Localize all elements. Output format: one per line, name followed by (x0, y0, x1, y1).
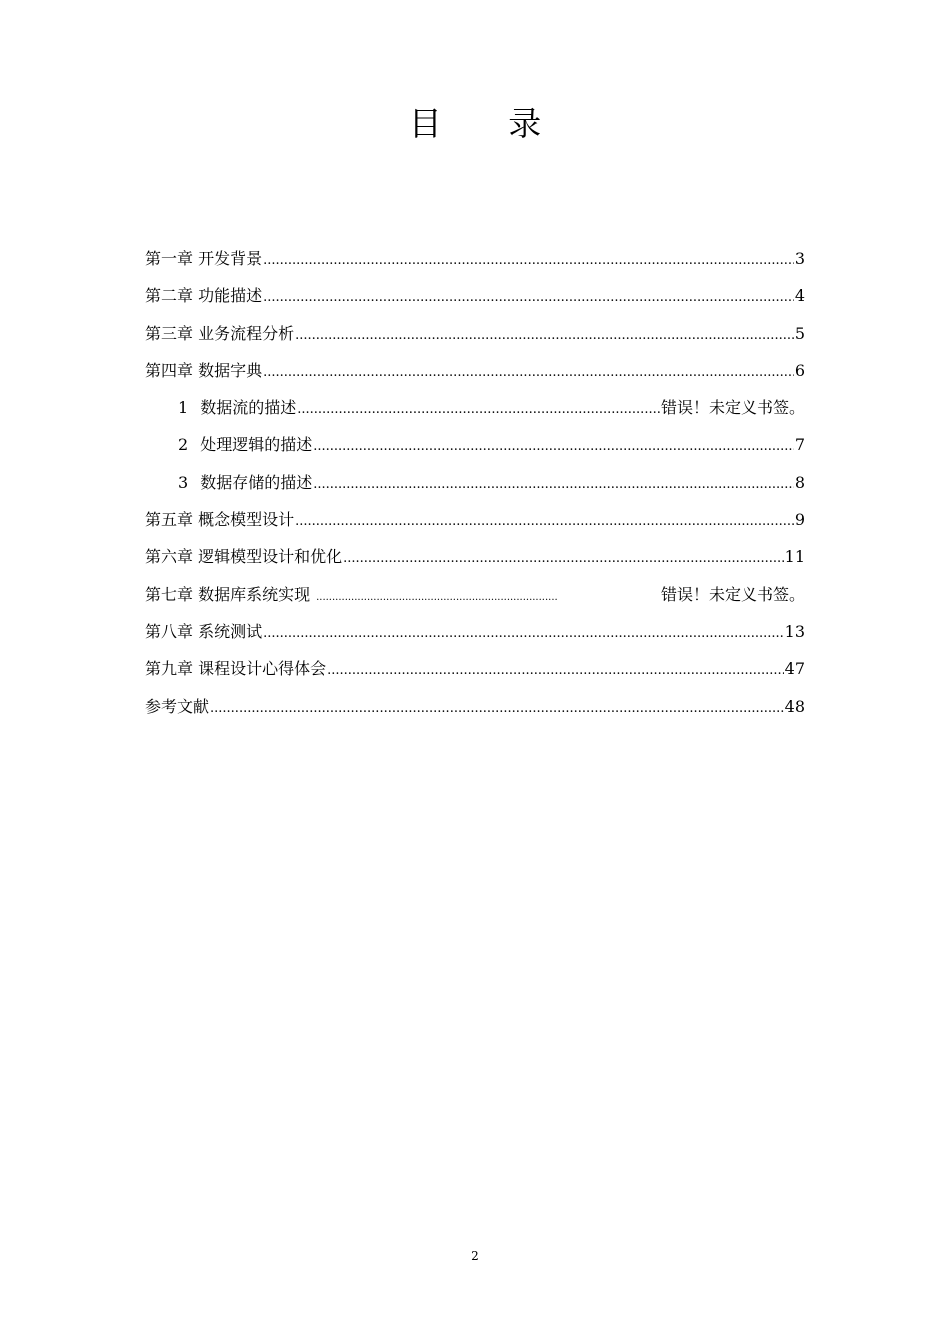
dot-leader (263, 242, 794, 279)
dot-leader (313, 428, 794, 465)
toc-entry-label: 参考文献 (145, 696, 210, 716)
dot-leader (295, 317, 794, 354)
toc-entry[interactable] (145, 277, 805, 314)
toc-entry-page: 11 (784, 547, 805, 567)
toc-entry-page: 13 (784, 621, 805, 641)
dot-leader (263, 279, 794, 316)
toc-entry-label: 第三章 业务流程分析 (145, 323, 295, 343)
toc-subentry[interactable] (145, 426, 805, 463)
toc-subentry[interactable] (145, 464, 805, 501)
toc-entry-label: 第二章 功能描述 (145, 286, 263, 306)
page-title: 目 录 (408, 104, 570, 143)
dot-leader (263, 354, 794, 391)
toc-entry-page: 错误！未定义书签。 (660, 584, 805, 604)
toc-entry[interactable] (145, 240, 805, 277)
toc-entry-number: 1 (178, 398, 189, 418)
dot-leader (343, 540, 784, 577)
toc-entry[interactable] (145, 650, 805, 687)
toc-entry-page: 9 (794, 510, 805, 530)
dot-leader (263, 615, 784, 652)
toc-entry[interactable] (145, 352, 805, 389)
toc-entry-page: 4 (794, 286, 805, 306)
toc-entry[interactable] (145, 501, 805, 538)
dot-leader (297, 391, 660, 428)
toc-entry-page: 48 (784, 696, 805, 716)
toc-entry-page: 错误！未定义书签。 (660, 398, 805, 418)
toc-entry[interactable] (145, 613, 805, 650)
toc-entry-label: 第九章 课程设计心得体会 (145, 659, 327, 679)
toc-entry-page: 3 (794, 249, 805, 268)
toc-entry-page: 8 (794, 472, 805, 492)
dot-leader (313, 466, 794, 503)
toc-entry-label: 处理逻辑的描述 (200, 435, 313, 455)
table-of-contents (145, 240, 805, 725)
toc-entry[interactable] (145, 315, 805, 352)
dot-leader (316, 579, 558, 616)
toc-entry-page: 7 (794, 435, 805, 455)
toc-entry-label: 第一章 开发背景 (145, 249, 263, 268)
toc-entry-label: 第八章 系统测试 (145, 621, 263, 641)
toc-entry-number: 3 (178, 472, 189, 492)
toc-entry[interactable] (145, 538, 805, 575)
dot-leader (210, 690, 784, 727)
toc-subentry[interactable] (145, 389, 805, 426)
dot-leader (295, 503, 794, 540)
toc-entry[interactable] (145, 688, 805, 725)
toc-entry-label: 数据存储的描述 (200, 472, 313, 492)
toc-entry-label: 第七章 数据库系统实现 (145, 584, 311, 604)
page-number: 2 (471, 1249, 479, 1263)
toc-entry-label: 数据流的描述 (200, 398, 297, 418)
toc-entry-label: 第六章 逻辑模型设计和优化 (145, 547, 343, 567)
toc-entry-number: 2 (178, 435, 189, 455)
toc-entry-label: 第四章 数据字典 (145, 360, 263, 380)
toc-entry-page: 5 (794, 323, 805, 343)
toc-entry-page: 6 (794, 360, 805, 380)
toc-entry[interactable] (145, 576, 805, 613)
toc-entry-label: 第五章 概念模型设计 (145, 510, 295, 530)
toc-entry-page: 47 (784, 659, 805, 679)
dot-leader (327, 652, 784, 689)
